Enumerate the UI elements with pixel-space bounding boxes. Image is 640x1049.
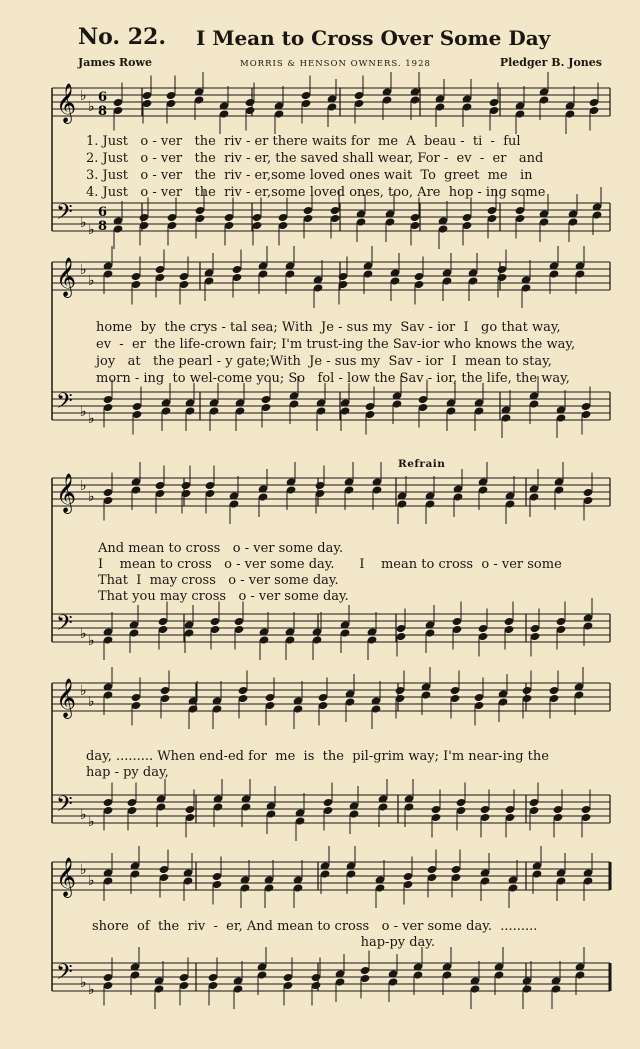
lyric-line: 4. Just o - ver the riv - er,some loved ones, too, Are hop - ing some [86, 185, 546, 200]
lyric-line: 1. Just o - ver the riv - er there waits for me A beau - ti - ful [86, 134, 521, 149]
lyric-line: shore of the riv - er, And mean to cross o - ver some day. ......... [92, 919, 538, 934]
flat-sign: ♭ [80, 975, 87, 991]
time-signature: 8 [98, 104, 108, 119]
hymn-title: I Mean to Cross Over Some Day [196, 26, 551, 50]
bass-clef: 𝄢 [56, 611, 73, 641]
lyric-line: home by the crys - tal sea; With Je - sus my Sav - ior I go that way, [96, 320, 561, 335]
flat-sign: ♭ [88, 273, 95, 289]
hymn-number: No. 22. [78, 24, 166, 50]
lyric-line: 3. Just o - ver the riv - er,some loved ones wait To greet me in [86, 168, 533, 183]
copyright-notice: MORRIS & HENSON OWNERS. 1928 [240, 59, 431, 69]
flat-sign: ♭ [88, 99, 95, 115]
flat-sign: ♭ [88, 873, 95, 889]
flat-sign: ♭ [88, 694, 95, 710]
flat-sign: ♭ [80, 262, 87, 278]
lyric-line: day, ......... When end-ed for me is the pil-grim way; I'm near-ing the [86, 749, 549, 764]
lyric-line: hap - py day, [86, 765, 169, 780]
composer-credit: Pledger B. Jones [499, 56, 602, 69]
time-signature: 6 [98, 90, 108, 105]
treble-clef: 𝄞 [56, 857, 77, 897]
flat-sign: ♭ [88, 814, 95, 830]
lyric-line: That I may cross o - ver some day. [98, 573, 339, 588]
treble-clef: 𝄞 [56, 257, 77, 297]
flat-sign: ♭ [88, 222, 95, 238]
time-signature: 8 [98, 219, 108, 234]
lyric-line: And mean to cross o - ver some day. [98, 541, 344, 556]
treble-clef: 𝄞 [56, 473, 77, 513]
flat-sign: ♭ [80, 478, 87, 494]
bass-clef: 𝄢 [56, 960, 73, 990]
flat-sign: ♭ [88, 489, 95, 505]
flat-sign: ♭ [80, 683, 87, 699]
flat-sign: ♭ [80, 215, 87, 231]
lyric-line: joy at the pearl - y gate;With Je - sus my Sav - ior I mean to stay, [96, 354, 552, 369]
lyric-line: 2. Just o - ver the riv - er, the saved shall wear, For - ev - er and [86, 151, 544, 166]
flat-sign: ♭ [80, 404, 87, 420]
bass-clef: 𝄢 [56, 792, 73, 822]
time-signature: 6 [98, 205, 108, 220]
bass-clef: 𝄢 [56, 200, 73, 230]
lyric-line: I mean to cross o - ver some day. I mean to cross o - ver some [98, 557, 562, 572]
lyric-line: morn - ing to wel-come you; So fol - low the Sav - ior, the life, the way, [96, 371, 570, 386]
flat-sign: ♭ [80, 626, 87, 642]
flat-sign: ♭ [80, 88, 87, 104]
lyric-line: That you may cross o - ver some day. [98, 589, 349, 604]
treble-clef: 𝄞 [56, 678, 77, 718]
flat-sign: ♭ [80, 807, 87, 823]
flat-sign: ♭ [88, 411, 95, 427]
refrain-label: Refrain [398, 458, 446, 470]
bass-clef: 𝄢 [56, 389, 73, 419]
flat-sign: ♭ [88, 982, 95, 998]
flat-sign: ♭ [80, 862, 87, 878]
lyricist-credit: James Rowe [78, 56, 152, 69]
lyric-line: hap-py day. [92, 935, 436, 950]
lyric-line: ev - er the life-crown fair; I'm trust-ing the Sav-ior who knows the way, [96, 337, 576, 352]
treble-clef: 𝄞 [56, 83, 77, 123]
flat-sign: ♭ [88, 633, 95, 649]
